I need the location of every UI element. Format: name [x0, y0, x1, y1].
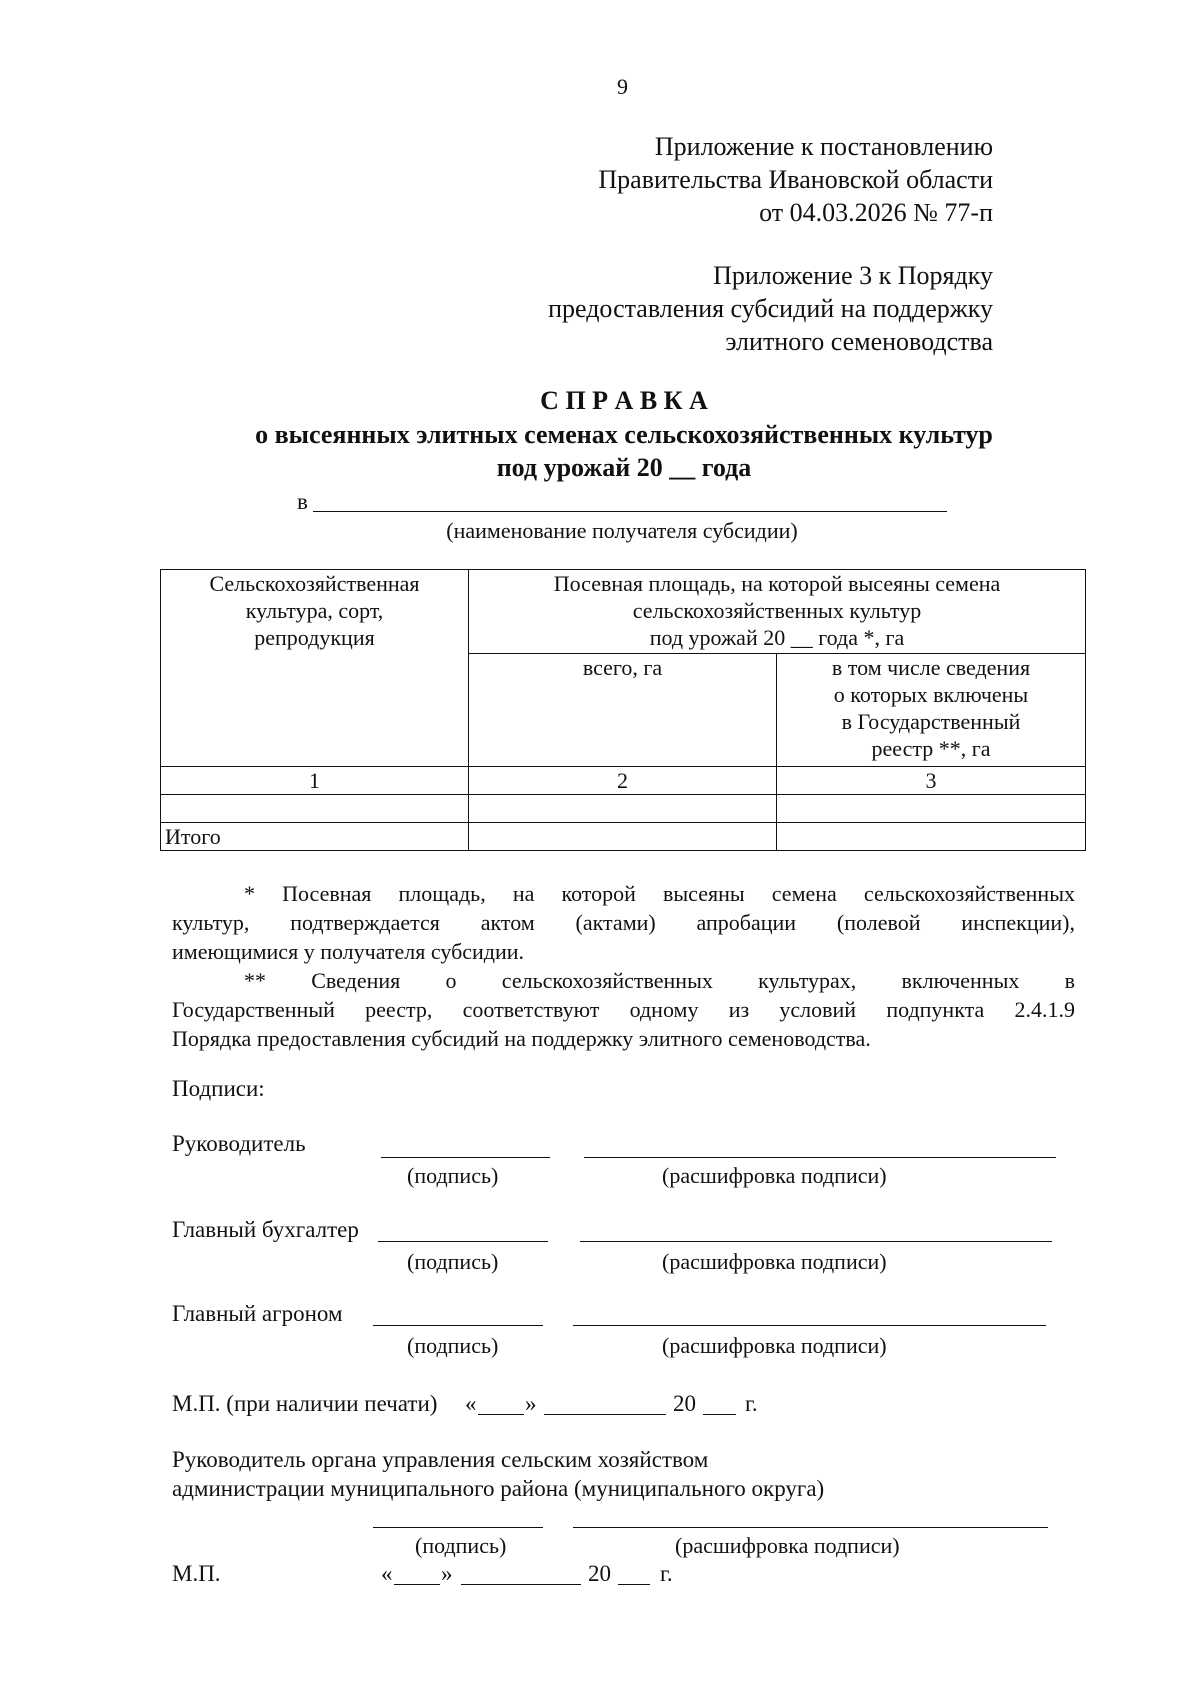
caption-decoding: (расшифровка подписи)	[675, 1533, 900, 1558]
recipient-caption: (наименование получателя субсидии)	[446, 518, 798, 543]
appendix-line: Правительства Ивановской области	[598, 165, 993, 194]
caption-decoding: (расшифровка подписи)	[662, 1249, 887, 1274]
month-field[interactable]	[461, 1584, 581, 1585]
day-field[interactable]	[394, 1584, 440, 1585]
caption-signature: (подпись)	[407, 1333, 499, 1358]
order-line: предоставления субсидий на поддержку	[548, 294, 993, 323]
column-number: 3	[777, 767, 1086, 795]
year-prefix: 20	[673, 1391, 696, 1416]
caption-signature: (подпись)	[415, 1533, 507, 1558]
day-field[interactable]	[478, 1414, 524, 1415]
signature-line[interactable]	[373, 1325, 543, 1326]
table-total-row	[161, 823, 1086, 851]
role-chief-accountant: Главный бухгалтер	[172, 1217, 359, 1242]
appendix-line: от 04.03.2026 № 77-п	[759, 198, 993, 227]
decoding-line[interactable]	[573, 1325, 1046, 1326]
appendix-line: Приложение к постановлению	[654, 132, 993, 161]
caption-signature: (подпись)	[407, 1163, 499, 1188]
footnote-2-line: ** Сведения о сельскохозяйственных культурах, включенных в	[244, 968, 1075, 993]
role-chief-agronomist: Главный агроном	[172, 1301, 343, 1326]
header-crop-text: Сельскохозяйственная культура, сорт, репродукция	[209, 571, 420, 650]
year-field[interactable]	[703, 1414, 736, 1415]
caption-signature: (подпись)	[407, 1249, 499, 1274]
column-number: 1	[161, 767, 469, 795]
signature-line[interactable]	[381, 1157, 550, 1158]
appendix-header	[598, 130, 993, 229]
header-sown-area	[469, 570, 1086, 654]
table-cell-empty[interactable]	[469, 795, 777, 823]
caption-decoding: (расшифровка подписи)	[662, 1333, 887, 1358]
decoding-line[interactable]	[573, 1527, 1048, 1528]
month-field[interactable]	[544, 1414, 666, 1415]
seeds-table	[160, 569, 1086, 851]
footnotes	[172, 879, 1075, 1053]
year-prefix: 20	[588, 1561, 611, 1586]
header-registry-line: о которых включены	[833, 682, 1029, 707]
footnote-2-line: Государственный реестр, соответствуют одному из условий подпункта 2.4.1.9	[172, 997, 1075, 1022]
header-sown-line: под урожай 20 __ года *, га	[649, 625, 905, 650]
footnote-1-line: * Посевная площадь, на которой высеяны семена сельскохозяйственных	[244, 881, 1075, 906]
table-cell-empty[interactable]	[161, 795, 469, 823]
order-line: Приложение 3 к Порядку	[713, 261, 993, 290]
footnote-2-line: Порядка предоставления субсидий на поддержку элитного семеноводства.	[172, 1026, 871, 1051]
open-quote: «	[381, 1561, 393, 1586]
authority-line: Руководитель органа управления сельским хозяйством	[172, 1447, 709, 1472]
footnote-1-line: культур, подтверждается актом (актами) апробации (полевой инспекции),	[172, 910, 1075, 935]
year-suffix: г.	[660, 1561, 673, 1586]
table-cell-total[interactable]	[777, 823, 1086, 851]
order-appendix-header	[548, 259, 993, 358]
stamp-label: М.П. (при наличии печати)	[172, 1391, 438, 1416]
header-registry-line: реестр **, га	[871, 736, 991, 761]
header-crop	[161, 570, 469, 767]
mp-label: М.П.	[172, 1561, 221, 1586]
page-number: 9	[617, 74, 628, 99]
authority-line: администрации муниципального района (муниципального округа)	[172, 1476, 825, 1501]
header-sown-line: сельскохозяйственных культур	[632, 598, 922, 623]
open-quote: «	[465, 1391, 477, 1416]
signature-line[interactable]	[373, 1527, 543, 1528]
header-registry-line: в Государственный	[841, 709, 1021, 734]
close-quote: »	[525, 1391, 537, 1416]
recipient-prefix: в	[297, 489, 308, 514]
close-quote: »	[441, 1561, 453, 1586]
order-line: элитного семеноводства	[725, 327, 993, 356]
header-total-ha: всего, га	[469, 654, 777, 767]
signature-line[interactable]	[378, 1241, 548, 1242]
table-cell-total[interactable]	[469, 823, 777, 851]
recipient-name-line[interactable]	[313, 511, 947, 512]
table-cell-empty[interactable]	[777, 795, 1086, 823]
footnote-1-line: имеющимися у получателя субсидии.	[172, 939, 525, 964]
caption-decoding: (расшифровка подписи)	[662, 1163, 887, 1188]
table-row	[161, 795, 1086, 823]
header-registry-ha	[777, 654, 1086, 767]
decoding-line[interactable]	[584, 1157, 1056, 1158]
document-subtitle-year: под урожай 20 __ года	[496, 453, 752, 482]
role-head: Руководитель	[172, 1131, 306, 1156]
signatures-heading: Подписи:	[172, 1076, 265, 1101]
document-subtitle: о высеянных элитных семенах сельскохозяйственных культур	[255, 420, 993, 449]
header-registry-line: в том числе сведения	[831, 655, 1031, 680]
column-number: 2	[469, 767, 777, 795]
total-label: Итого	[161, 823, 469, 851]
year-suffix: г.	[745, 1391, 758, 1416]
header-sown-line: Посевная площадь, на которой высеяны семена	[553, 571, 1001, 596]
year-field[interactable]	[618, 1584, 650, 1585]
table-number-row	[161, 767, 1086, 795]
document-title: С П Р А В К А	[540, 386, 708, 415]
decoding-line[interactable]	[580, 1241, 1052, 1242]
